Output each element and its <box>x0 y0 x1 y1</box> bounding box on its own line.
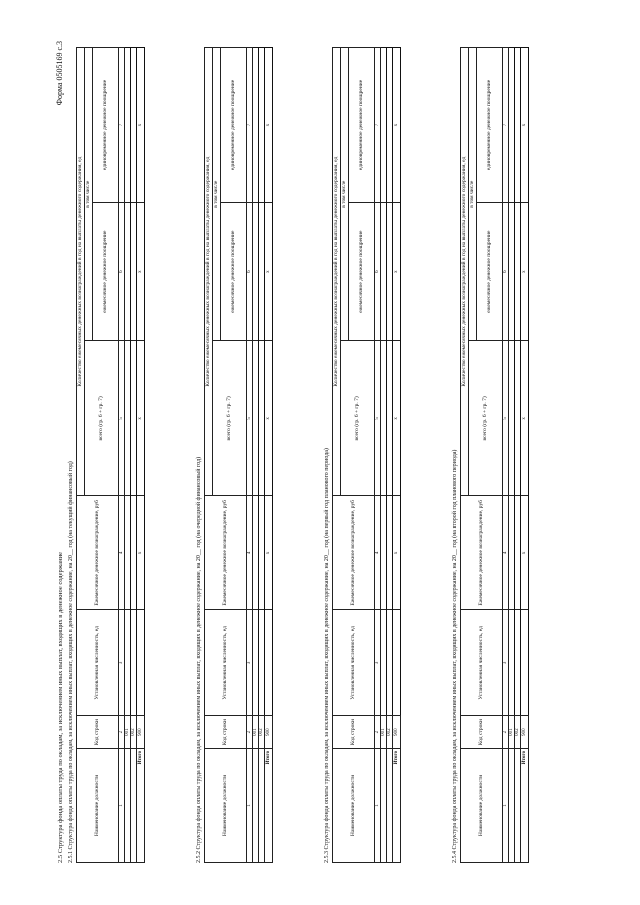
structure-table <box>460 47 529 863</box>
header-name: Наименование должности <box>205 748 247 862</box>
column-number: 3 <box>247 610 253 716</box>
structure-table <box>332 47 401 863</box>
header-staff: Установленная численность, ед <box>77 610 119 716</box>
total-code: 900 <box>265 716 273 749</box>
column-number: 7 <box>247 48 253 203</box>
column-number: 3 <box>503 610 509 716</box>
total-label: Итого <box>393 748 401 862</box>
total-code: 900 <box>393 716 401 749</box>
header-in-that: в том числе <box>213 48 221 341</box>
column-number: 5 <box>119 341 125 496</box>
structure-table-block <box>323 47 401 863</box>
structure-table-block <box>451 47 529 863</box>
row-code: 001 <box>253 716 259 749</box>
header-staff: Установленная численность, ед <box>333 610 375 716</box>
total-row <box>521 48 529 863</box>
total-row <box>393 48 401 863</box>
row-code: 001 <box>381 716 387 749</box>
total-row <box>137 48 145 863</box>
header-count-group: Количество ежемесячных денежных вознаграждений в год на выплаты денежного содержания, ед <box>205 48 213 496</box>
header-monthly-reward: Ежемесячное денежное вознаграждение, руб <box>205 496 247 610</box>
column-number: 5 <box>503 341 509 496</box>
table-title: 2.5.1 Структура фонда оплаты труда по окладам, за исключением иных выплат, входящих в денежное содержание, на 20__ год (на текущий финансовый год) <box>68 461 74 863</box>
column-number: 2 <box>503 716 509 749</box>
column-number: 2 <box>247 716 253 749</box>
structure-table <box>204 47 273 863</box>
table-title: 2.5.3 Структура фонда оплаты труда по окладам, за исключением иных выплат, входящих в денежное содержание, на 20__ год (на первый год планового периода) <box>324 448 330 863</box>
total-cell: x <box>137 202 145 341</box>
header-total: всего (гр. 6 + гр. 7) <box>341 341 375 496</box>
header-in-that: в том числе <box>341 48 349 341</box>
header-monthly-bonus: ежемесячное денежное поощрение <box>477 202 503 341</box>
total-code: 900 <box>137 716 145 749</box>
total-cell: x <box>137 48 145 203</box>
column-number: 1 <box>119 748 125 862</box>
total-cell: x <box>393 48 401 203</box>
header-code: Код строки <box>205 716 247 749</box>
column-number: 4 <box>119 496 125 610</box>
structure-table-block <box>195 47 273 863</box>
column-number: 3 <box>375 610 381 716</box>
total-cell: x <box>393 341 401 496</box>
header-monthly-bonus: ежемесячное денежное поощрение <box>349 202 375 341</box>
column-number: 3 <box>119 610 125 716</box>
total-cell: x <box>521 202 529 341</box>
column-number: 7 <box>375 48 381 203</box>
total-cell: x <box>265 48 273 203</box>
column-number: 4 <box>247 496 253 610</box>
column-number: 2 <box>119 716 125 749</box>
total-cell: x <box>521 48 529 203</box>
column-number: 1 <box>247 748 253 862</box>
total-cell: x <box>393 202 401 341</box>
column-number: 4 <box>375 496 381 610</box>
header-total: всего (гр. 6 + гр. 7) <box>85 341 119 496</box>
header-count-group: Количество ежемесячных денежных вознаграждений в год на выплаты денежного содержания, ед <box>461 48 469 496</box>
row-code: 001 <box>509 716 515 749</box>
header-name: Наименование должности <box>333 748 375 862</box>
column-number: 6 <box>119 202 125 341</box>
total-cell: x <box>137 341 145 496</box>
column-number: 6 <box>503 202 509 341</box>
table-title: 2.5.2 Структура фонда оплаты труда по окладам, за исключением иных выплат, входящих в денежное содержание, на 20__ год (на очередной финансовый год) <box>196 456 202 863</box>
table-title: 2.5.4 Структура фонда оплаты труда по окладам, за исключением иных выплат, входящих в денежное содержание, на 20__ год (на второй год планового периода) <box>452 449 458 863</box>
total-code: 900 <box>521 716 529 749</box>
column-number: 4 <box>503 496 509 610</box>
rotated-form-page <box>55 37 585 867</box>
section-title: 2.5 Структура фонда оплаты труда по окладам, за исключением иных выплат, входящих в денежное содержание <box>57 552 64 863</box>
header-total: всего (гр. 6 + гр. 7) <box>469 341 503 496</box>
row-code: 002 <box>387 716 393 749</box>
column-number: 7 <box>503 48 509 203</box>
total-label: Итого <box>137 748 145 862</box>
total-cell <box>137 610 145 716</box>
header-single-bonus: единовременное денежное поощрение <box>477 48 503 203</box>
header-single-bonus: единовременное денежное поощрение <box>93 48 119 203</box>
form-code: Форма 0505169 с.3 <box>55 41 64 106</box>
total-cell: x <box>265 496 273 610</box>
header-in-that: в том числе <box>469 48 477 341</box>
header-single-bonus: единовременное денежное поощрение <box>349 48 375 203</box>
total-label: Итого <box>521 748 529 862</box>
total-cell <box>393 610 401 716</box>
column-number: 1 <box>375 748 381 862</box>
header-total: всего (гр. 6 + гр. 7) <box>213 341 247 496</box>
header-single-bonus: единовременное денежное поощрение <box>221 48 247 203</box>
row-code: 002 <box>515 716 521 749</box>
total-cell: x <box>521 341 529 496</box>
header-count-group: Количество ежемесячных денежных вознаграждений в год на выплаты денежного содержания, ед <box>333 48 341 496</box>
structure-table-block <box>67 47 145 863</box>
header-monthly-reward: Ежемесячное денежное вознаграждение, руб <box>77 496 119 610</box>
row-code: 002 <box>259 716 265 749</box>
column-number: 7 <box>119 48 125 203</box>
total-cell <box>521 610 529 716</box>
header-name: Наименование должности <box>77 748 119 862</box>
header-staff: Установленная численность, ед <box>205 610 247 716</box>
column-number: 6 <box>247 202 253 341</box>
header-code: Код строки <box>333 716 375 749</box>
row-code: 001 <box>125 716 131 749</box>
header-monthly-bonus: ежемесячное денежное поощрение <box>93 202 119 341</box>
total-row <box>265 48 273 863</box>
structure-table <box>76 47 145 863</box>
column-number: 6 <box>375 202 381 341</box>
header-staff: Установленная численность, ед <box>461 610 503 716</box>
total-cell: x <box>521 496 529 610</box>
total-cell: x <box>137 496 145 610</box>
header-in-that: в том числе <box>85 48 93 341</box>
column-number: 5 <box>375 341 381 496</box>
total-cell: x <box>265 341 273 496</box>
total-cell <box>265 610 273 716</box>
total-label: Итого <box>265 748 273 862</box>
header-count-group: Количество ежемесячных денежных вознаграждений в год на выплаты денежного содержания, ед <box>77 48 85 496</box>
column-number: 2 <box>375 716 381 749</box>
header-name: Наименование должности <box>461 748 503 862</box>
total-cell: x <box>265 202 273 341</box>
header-code: Код строки <box>77 716 119 749</box>
header-monthly-reward: Ежемесячное денежное вознаграждение, руб <box>461 496 503 610</box>
row-code: 002 <box>131 716 137 749</box>
header-monthly-reward: Ежемесячное денежное вознаграждение, руб <box>333 496 375 610</box>
column-number: 1 <box>503 748 509 862</box>
column-number: 5 <box>247 341 253 496</box>
header-code: Код строки <box>461 716 503 749</box>
header-monthly-bonus: ежемесячное денежное поощрение <box>221 202 247 341</box>
total-cell: x <box>393 496 401 610</box>
